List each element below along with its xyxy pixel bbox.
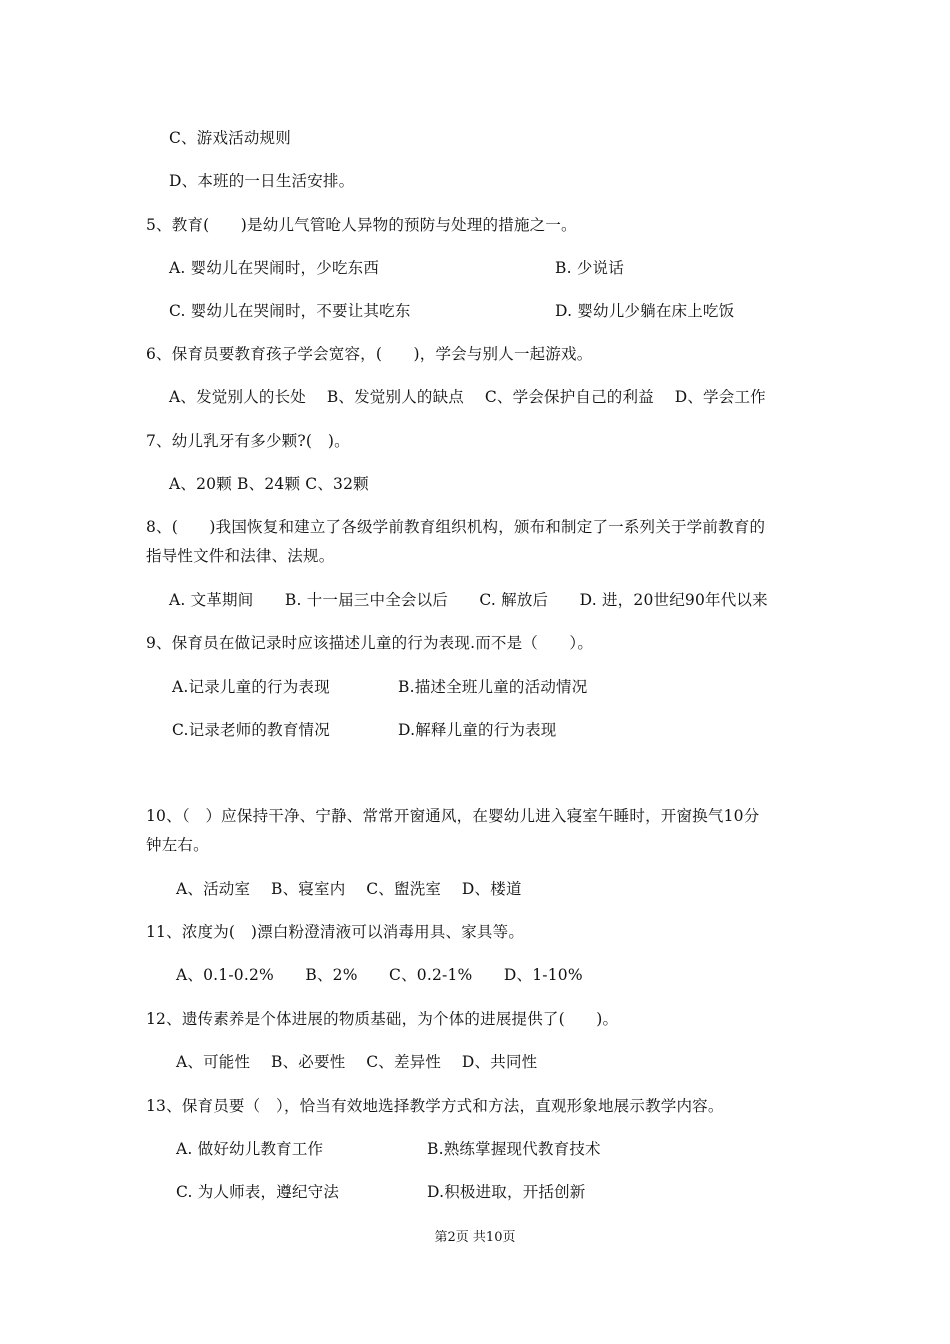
question-8-line-1: 8、( )我国恢复和建立了各级学前教育组织机构，颁布和制定了一系列关于学前教育的: [146, 518, 766, 536]
q9-option-b: B.描述全班儿童的活动情况: [398, 678, 588, 696]
q7-options: A、20颗 B、24颗 C、32颗: [169, 475, 369, 493]
question-12: 12、遗传素养是个体进展的物质基础，为个体的进展提供了( )。: [146, 1010, 619, 1028]
q13-option-d: D.积极进取，开括创新: [427, 1183, 586, 1201]
q13-option-c: C. 为人师表，遵纪守法: [176, 1183, 340, 1201]
q13-option-b: B.熟练掌握现代教育技术: [427, 1140, 601, 1158]
q5-option-d: D. 婴幼儿少躺在床上吃饭: [555, 302, 735, 320]
q5-option-a: A. 婴幼儿在哭闹时，少吃东西: [169, 259, 380, 277]
q9-option-d: D.解释儿童的行为表现: [398, 721, 557, 739]
question-10-line-2: 钟左右。: [146, 836, 209, 854]
q4-option-c: C、游戏活动规则: [169, 129, 291, 147]
question-5: 5、教育( )是幼儿气管呛人异物的预防与处理的措施之一。: [146, 216, 577, 234]
q4-option-d: D、本班的一日生活安排。: [169, 172, 355, 190]
question-9: 9、保育员在做记录时应该描述儿童的行为表现.而不是（ ）。: [146, 634, 594, 652]
question-11: 11、浓度为( )漂白粉澄清液可以消毒用具、家具等。: [146, 923, 525, 941]
q10-options: A、活动室 B、寝室内 C、盥洗室 D、楼道: [176, 880, 522, 898]
q5-option-c: C. 婴幼儿在哭闹时，不要让其吃东: [169, 302, 411, 320]
q12-options: A、可能性 B、必要性 C、差异性 D、共同性: [176, 1053, 538, 1071]
question-7: 7、幼儿乳牙有多少颗?( )。: [146, 432, 350, 450]
q13-option-a: A. 做好幼儿教育工作: [176, 1140, 324, 1158]
question-10-line-1: 10、（ ）应保持干净、宁静、常常开窗通风，在婴幼儿进入寝室午睡时，开窗换气10分: [146, 807, 760, 825]
q11-options: A、0.1-0.2% B、2% C、0.2-1% D、1-10%: [176, 966, 583, 984]
q9-option-a: A.记录儿童的行为表现: [172, 678, 330, 696]
question-6: 6、保育员要教育孩子学会宽容，( )，学会与别人一起游戏。: [146, 345, 593, 363]
page-number-footer: 第2页 共10页: [434, 1230, 516, 1245]
q6-options: A、发觉别人的长处 B、发觉别人的缺点 C、学会保护自己的利益 D、学会工作: [169, 388, 766, 406]
question-8-line-2: 指导性文件和法律、法规。: [146, 547, 335, 565]
q9-option-c: C.记录老师的教育情况: [172, 721, 330, 739]
q5-option-b: B. 少说话: [555, 259, 624, 277]
question-13: 13、保育员要（ ），恰当有效地选择教学方式和方法，直观形象地展示教学内容。: [146, 1097, 724, 1115]
q8-options: A. 文革期间 B. 十一届三中全会以后 C. 解放后 D. 进，20世纪90年代以来: [169, 591, 768, 609]
